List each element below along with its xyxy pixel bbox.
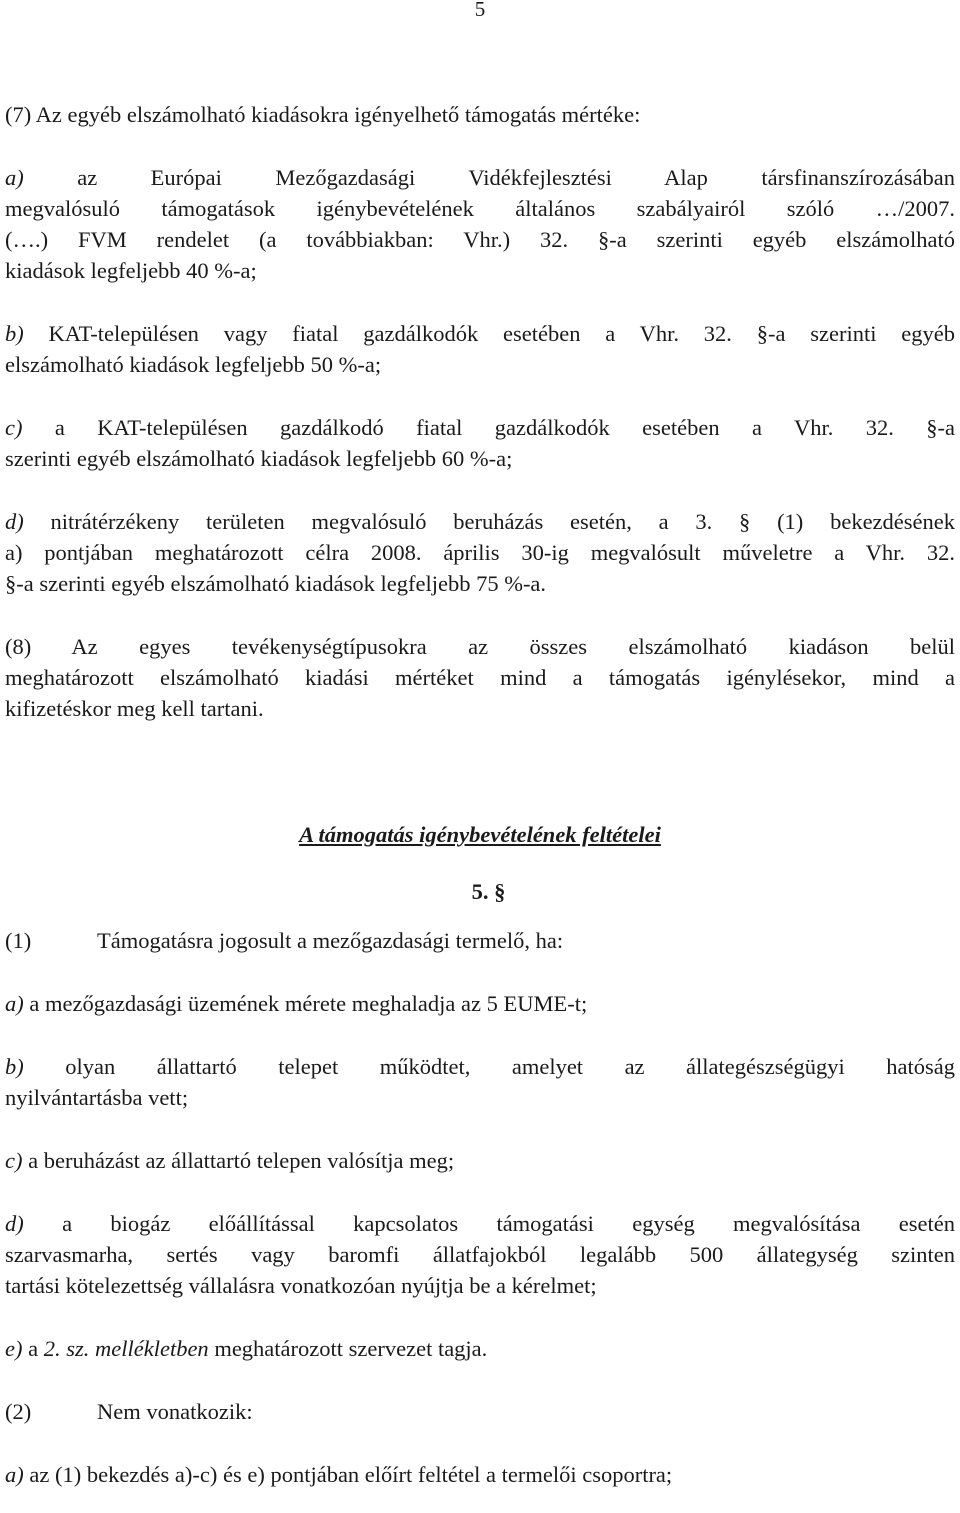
p8-line1: (8) Az egyes tevékenységtípusokra az összes elszámolható kiadáson belül <box>5 634 955 659</box>
p7-a-line3: (….) FVM rendelet (a továbbiakban: Vhr.) 32. §-a szerinti egyéb elszámolható <box>5 227 955 252</box>
item-label: a) <box>5 165 24 190</box>
p7-c-line2: szerinti egyéb elszámolható kiadások legfeljebb 60 %-a; <box>5 446 513 471</box>
item-label: b) <box>5 1054 24 1079</box>
p7-d-line3: §-a szerinti egyéb elszámolható kiadások legfeljebb 75 %-a. <box>5 571 547 596</box>
s2-a: a) az (1) bekezdés a)-c) és e) pontjában előírt feltétel a termelői csoportra; <box>5 1462 673 1487</box>
s1-c: c) a beruházást az állattartó telepen valósítja meg; <box>5 1148 455 1173</box>
s1-b-line2: nyilvántartásba vett; <box>5 1085 189 1110</box>
s1-d-line2: szarvasmarha, sertés vagy baromfi állatfajokból legalább 500 állategység szinten <box>5 1242 955 1267</box>
s1-d-line3: tartási kötelezettség vállalásra vonatkozóan nyújtja be a kérelmet; <box>5 1273 597 1298</box>
p7-d-line2: a) pontjában meghatározott célra 2008. április 30-ig megvalósult műveletre a Vhr. 32. <box>5 540 955 565</box>
p7-b-line1: b) KAT-településen vagy fiatal gazdálkodók esetében a Vhr. 32. §-a szerinti egyéb <box>5 321 955 346</box>
s2-number: (2) <box>5 1399 32 1424</box>
s1-b-line1: b) olyan állattartó telepet működtet, amelyet az állategészségügyi hatóság <box>5 1054 955 1079</box>
p7-intro: (7) Az egyéb elszámolható kiadásokra igényelhető támogatás mértéke: <box>5 102 641 127</box>
s1-intro: (1) Támogatásra jogosult a mezőgazdasági termelő, ha: <box>5 925 955 956</box>
s1-number: (1) <box>5 928 32 953</box>
p7-a-line2: megvalósuló támogatások igénybevételének általános szabályairól szóló …/2007. <box>5 196 955 221</box>
s1-d-line1: d) a biogáz előállítással kapcsolatos támogatási egység megvalósítása esetén <box>5 1211 955 1236</box>
item-label: e) <box>5 1336 23 1361</box>
page-number: 5 <box>474 0 486 21</box>
item-label: a) <box>5 991 24 1016</box>
item-label: c) <box>5 1148 23 1173</box>
p7-c-line1: c) a KAT-településen gazdálkodó fiatal gazdálkodók esetében a Vhr. 32. §-a <box>5 415 955 440</box>
s1-a: a) a mezőgazdasági üzemének mérete meghaladja az 5 EUME-t; <box>5 991 588 1016</box>
item-label: d) <box>5 509 24 534</box>
section-number: 5. § <box>471 879 506 904</box>
p7-d-line1: d) nitrátérzékeny területen megvalósuló beruházás esetén, a 3. § (1) bekezdésének <box>5 509 956 534</box>
p7-b-line2: elszámolható kiadások legfeljebb 50 %-a; <box>5 352 382 377</box>
annex-reference: 2. sz. mellékletben <box>43 1336 209 1361</box>
p7-a-line4: kiadások legfeljebb 40 %-a; <box>5 258 257 283</box>
s2-intro: (2) Nem vonatkozik: <box>5 1396 955 1427</box>
item-label: d) <box>5 1211 24 1236</box>
item-label: b) <box>5 321 24 346</box>
section-heading: A támogatás igénybevételének feltételei <box>299 822 661 847</box>
document-body <box>5 99 955 1490</box>
item-label: c) <box>5 415 23 440</box>
s1-e: e) a 2. sz. mellékletben meghatározott szervezet tagja. <box>5 1336 488 1361</box>
p8-line3: kifizetéskor meg kell tartani. <box>5 696 264 721</box>
p8-line2: meghatározott elszámolható kiadási mértéket mind a támogatás igénylésekor, mind a <box>5 665 955 690</box>
item-label: a) <box>5 1462 24 1487</box>
p7-a-line1: a) az Európai Mezőgazdasági Vidékfejlesztési Alap társfinanszírozásában <box>5 165 956 190</box>
